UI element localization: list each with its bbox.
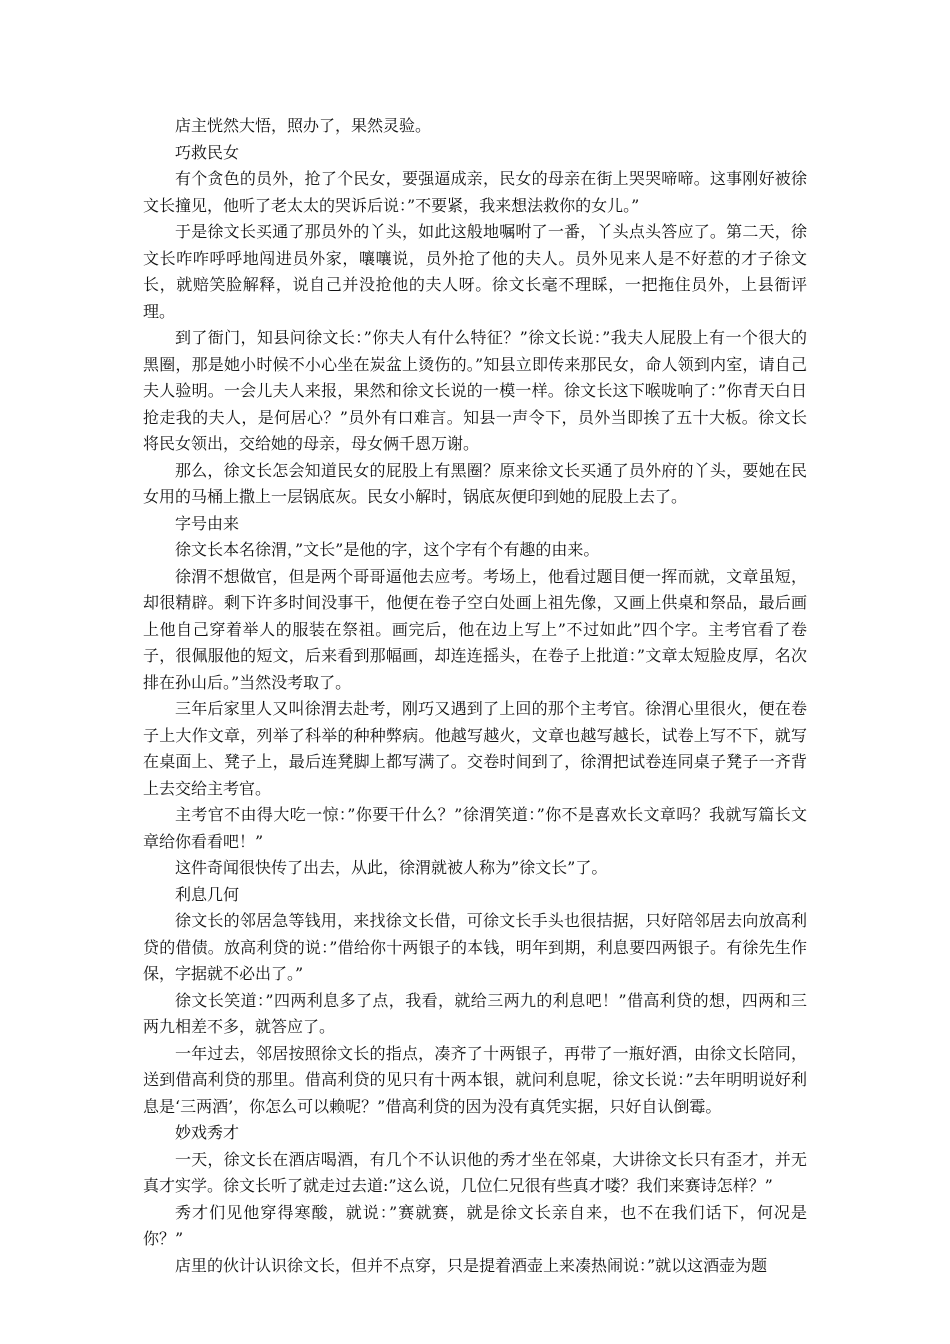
section-heading-li-xi-ji-he: 利息几何 xyxy=(175,884,240,904)
paragraph: 这件奇闻很快传了出去，从此，徐渭就被人称为”徐文长”了。 xyxy=(175,858,608,877)
paragraph: 一年过去，邻居按照徐文长的指点，凑齐了十两银子，再带了一瓶好酒，由徐文长陪同，送到借高利贷的那里。借高利贷的见只有十两本银，就问利息呢，徐文长说：”去年明明说好利息是‘三两酒’，你怎么可以赖呢？”借高利贷的因为没有真凭实据，只好自认倒霉。 xyxy=(143,1043,807,1116)
paragraph: 店主恍然大悟，照办了，果然灵验。 xyxy=(175,116,432,135)
section-heading-qiao-jiu-min-nv: 巧救民女 xyxy=(175,142,240,162)
paragraph: 店里的伙计认识徐文长，但并不点穿，只是提着酒壶上来凑热闹说：”就以这酒壶为题 xyxy=(175,1255,768,1275)
paragraph: 到了衙门，知县问徐文长：”你夫人有什么特征？”徐文长说：”我夫人屁股上有一个很大的黑圈，那是她小时候不小心坐在炭盆上烫伤的。”知县立即传来那民女，命人领到内室，请自己夫人验明。一会儿夫人来报，果然和徐文长说的一模一样。徐文长这下喉咙响了：”你青天白日抢走我的夫人，是何居心？”员外有口难言。知县一声令下，员外当即挨了五十大板。徐文长将民女领出，交给她的母亲，母女俩千恩万谢。 xyxy=(143,328,807,453)
paragraph: 徐渭不想做官，但是两个哥哥逼他去应考。考场上，他看过题目便一挥而就，文章虽短，却很精辟。剩下许多时间没事干，他便在卷子空白处画上祖先像，又画上供桌和祭品，最后画上他自己穿着举人的服装在祭祖。画完后，他在边上写上”不过如此”四个字。主考官看了卷子，很佩服他的短文，后来看到那幅画，却连连摇头，在卷子上批道：”文章太短脸皮厚，名次排在孙山后。”当然没考取了。 xyxy=(143,566,807,692)
paragraph: 秀才们见他穿得寒酸，就说：”赛就赛，就是徐文长亲自来，也不在我们话下，何况是你？” xyxy=(143,1202,807,1248)
paragraph: 于是徐文长买通了那员外的丫头，如此这般地嘱咐了一番，丫头点头答应了。第二天，徐文长咋咋呼呼地闯进员外家，嚷嚷说，员外抢了他的夫人。员外见来人是不好惹的才子徐文长，就赔笑脸解释，说自己并没抢他的夫人呀。徐文长毫不理睬，一把拖住员外，上县衙评理。 xyxy=(143,222,807,321)
paragraph: 徐文长笑道：”四两利息多了点，我看，就给三两九的利息吧！”借高利贷的想，四两和三两九相差不多，就答应了。 xyxy=(143,990,807,1036)
paragraph: 主考官不由得大吃一惊：”你要干什么？”徐渭笑道：”你不是喜欢长文章吗？我就写篇长文章给你看看吧！” xyxy=(143,805,807,851)
section-heading-miao-xi-xiu-cai: 妙戏秀才 xyxy=(175,1123,240,1142)
paragraph: 有个贪色的员外，抢了个民女，要强逼成亲，民女的母亲在街上哭哭啼啼。这事刚好被徐文长撞见，他听了老太太的哭诉后说：”不要紧，我来想法救你的女儿。” xyxy=(143,169,807,215)
paragraph: 徐文长的邻居急等钱用，来找徐文长借，可徐文长手头也很拮据，只好陪邻居去向放高利贷的借债。放高利贷的说：”借给你十两银子的本钱，明年到期，利息要四两银子。有徐先生作保，字据就不必出了。” xyxy=(143,911,807,983)
document-page xyxy=(143,113,807,1279)
section-heading-zi-hao-you-lai: 字号由来 xyxy=(175,513,240,533)
paragraph: 那么，徐文长怎会知道民女的屁股上有黑圈？原来徐文长买通了员外府的丫头，要她在民女用的马桶上撒上一层锅底灰。民女小解时，锅底灰便印到她的屁股上去了。 xyxy=(143,460,807,506)
paragraph: 徐文长本名徐渭，”文长”是他的字，这个字有个有趣的由来。 xyxy=(175,540,600,559)
paragraph: 一天，徐文长在酒店喝酒，有几个不认识他的秀才坐在邻桌，大讲徐文长只有歪才，并无真才实学。徐文长听了就走过去道:”这么说，几位仁兄很有些真才喽？我们来赛诗怎样？” xyxy=(143,1149,807,1195)
paragraph: 三年后家里人又叫徐渭去赴考，刚巧又遇到了上回的那个主考官。徐渭心里很火，便在卷子上大作文章，列举了科举的种种弊病。他越写越火，文章也越写越长，试卷上写不下，就写在桌面上、凳子上，最后连凳脚上都写满了。交卷时间到了，徐渭把试卷连同桌子凳子一齐背上去交给主考官。 xyxy=(143,699,807,798)
